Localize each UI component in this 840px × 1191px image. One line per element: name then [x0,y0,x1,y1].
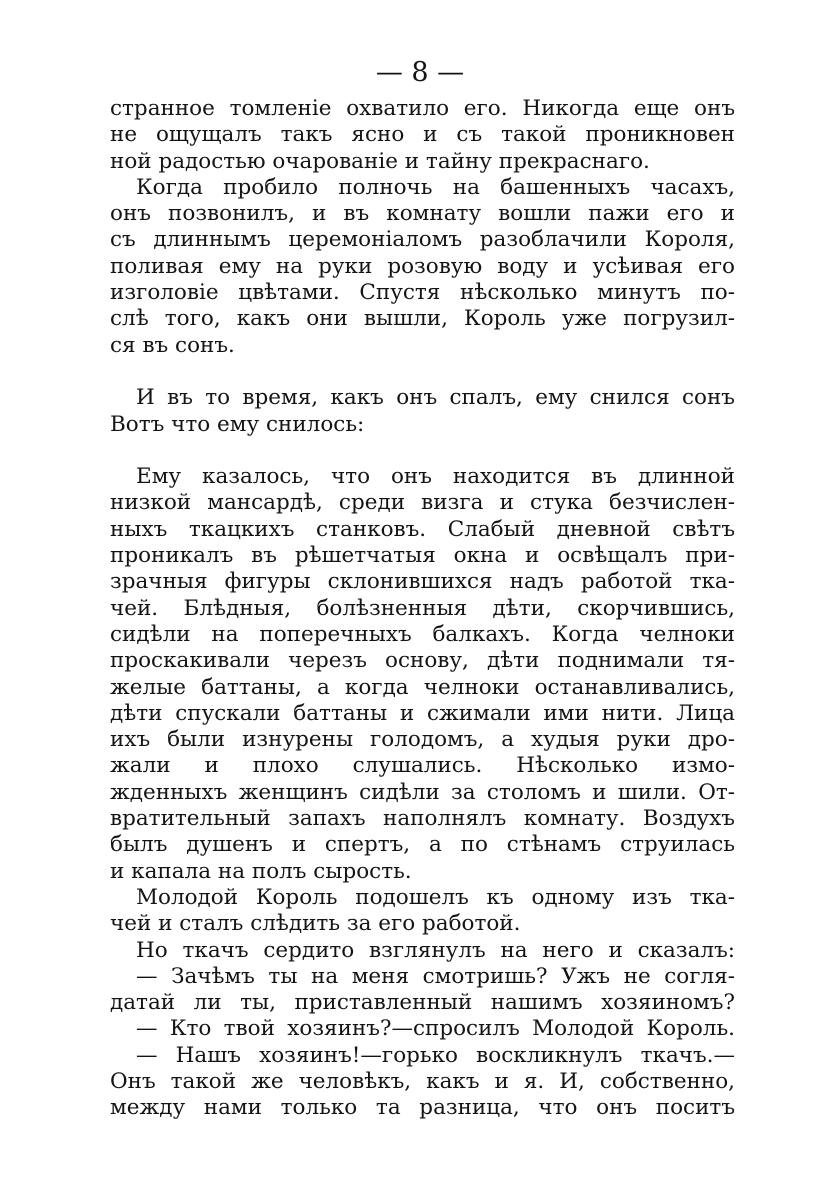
text-line: и капала на полъ сырость. [110,858,412,884]
text-line: ся въ сонъ. [110,332,235,358]
text-line: дѣти спускали баттаны и сжимали ими нити. Лица [110,700,735,726]
text-line: вратительный запахъ наполнялъ комнату. Воздухъ [110,806,735,832]
text-line: Но ткачъ сердито взглянулъ на него и сказалъ: [136,937,735,963]
text-line: проникалъ въ рѣшетчатыя окна и освѣщалъ при- [110,543,735,569]
text-line: датай ли ты, приставленный нашимъ хозяиномъ? [110,990,735,1016]
text-line: Онъ такой же человѣкъ, какъ и я. И, собственно, [110,1068,735,1094]
text-line: жденныхъ женщинъ сидѣли за столомъ и шили. От- [110,779,735,805]
blank-line [110,438,735,464]
text-line: ихъ были изнурены голодомъ, а худыя руки дро- [110,727,735,753]
text-line: между нами только та разница, что онъ поситъ [110,1095,735,1121]
text-line: странное томленіе охватило его. Никогда еще онъ [110,96,735,121]
text-line: не ощущалъ такъ ясно и съ такой проникновен [110,122,735,148]
text-line: И въ то время, какъ онъ спалъ, ему снился сонъ [136,385,735,411]
text-line: онъ позвонилъ, и въ комнату вошли пажи его и [110,201,735,227]
text-line: сидѣли на поперечныхъ балкахъ. Когда челноки [110,621,735,647]
blank-line [110,359,735,385]
text-line: съ длиннымъ церемоніаломъ разоблачили Короля, [110,227,735,253]
text-line: — Кто твой хозяинъ?—спросилъ Молодой Король. [136,1016,735,1042]
page-body-text [110,96,735,1122]
text-line: — Нашъ хозяинъ!—горько воскликнулъ ткачъ.— [136,1042,735,1068]
text-line: изголовіе цвѣтами. Спустя нѣсколько минутъ по- [110,280,735,306]
text-line: Ему казалось, что онъ находится въ длинной [136,464,735,490]
text-line: ныхъ ткацкихъ станковъ. Слабый дневной свѣтъ [110,516,735,542]
text-line: слѣ того, какъ они вышли, Король уже погрузил- [110,306,735,332]
text-line: желые баттаны, а когда челноки останавливались, [110,674,735,700]
text-line: зрачныя фигуры склонившихся надъ работой тка- [110,569,735,595]
text-line: чей. Блѣдныя, болѣзненныя дѣти, скорчившись, [110,595,735,621]
text-line: жали и плохо слушались. Нѣсколько измо- [110,753,735,779]
text-line: поливая ему на руки розовую воду и усѣивая его [110,253,735,279]
page-number: — 8 — [375,57,465,88]
text-line: — Зачѣмъ ты на меня смотришь? Ужъ не согля- [136,963,735,989]
text-line: проскакивали черезъ основу, дѣти поднимали тя- [110,648,735,674]
text-line: Когда пробило полночь на башенныхъ часахъ, [136,174,735,200]
text-line: Молодой Король подошелъ къ одному изъ тка- [136,884,735,910]
text-line: чей и сталъ слѣдить за его работой. [110,911,521,937]
text-line: Вотъ что ему снилось: [110,411,365,437]
text-line: ной радостью очарованіе и тайну прекраснаго. [110,148,650,174]
text-line: низкой мансардѣ, среди визга и стука безчислен- [110,490,735,516]
text-line: былъ душенъ и спертъ, а по стѣнамъ струилась [110,832,735,858]
